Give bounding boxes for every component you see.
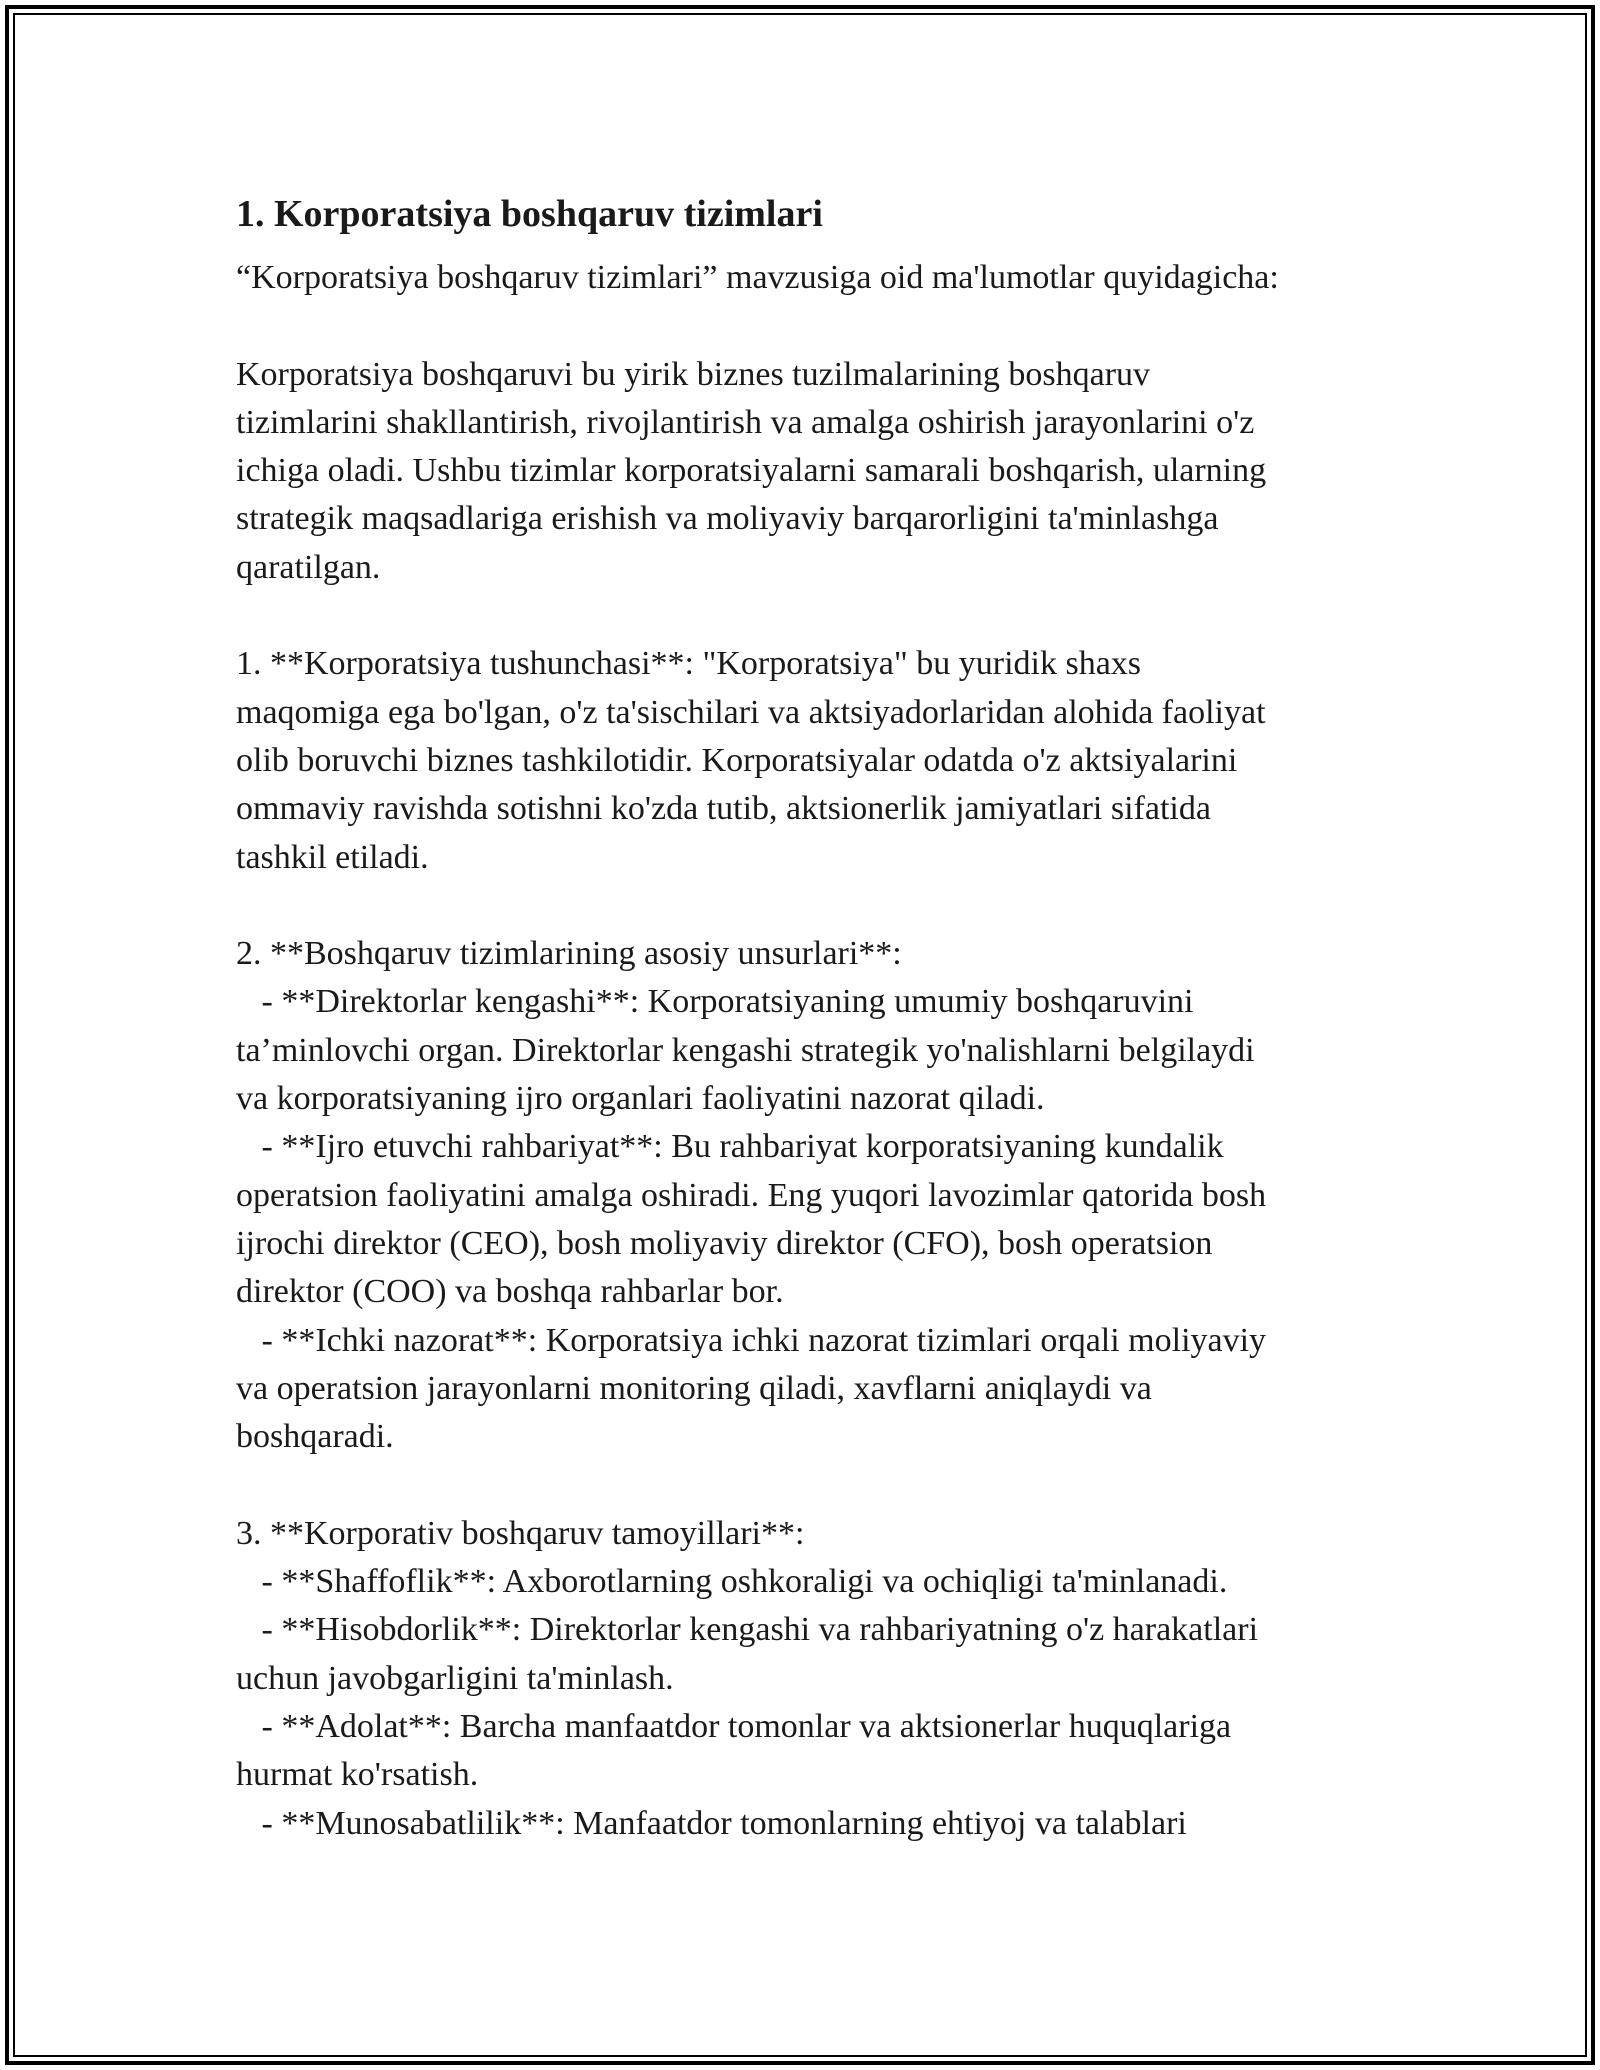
- section-1-line: 1. **Korporatsiya tushunchasi**: "Korporatsiya" bu yuridik shaxs: [236, 645, 1142, 683]
- document-body: [236, 186, 1376, 1848]
- section-2-line: ta’minlovchi organ. Direktorlar kengashi strategik yo'nalishlarni belgilaydi: [236, 1031, 1255, 1069]
- section-3-line: 3. **Korporativ boshqaruv tamoyillari**:: [236, 1514, 805, 1552]
- section-2-line: - **Ijro etuvchi rahbariyat**: Bu rahbariyat korporatsiyaning kundalik: [236, 1128, 1224, 1166]
- paragraph-line: strategik maqsadlariga erishish va moliyaviy barqarorligini ta'minlashga: [236, 500, 1219, 538]
- section-2-line: - **Ichki nazorat**: Korporatsiya ichki nazorat tizimlari orqali moliyaviy: [236, 1321, 1267, 1359]
- section-2-line: va operatsion jarayonlarni monitoring qiladi, xavflarni aniqlaydi va: [236, 1369, 1152, 1407]
- section-1-line: ommaviy ravishda sotishni ko'zda tutib, aktsionerlik jamiyatlari sifatida: [236, 790, 1211, 828]
- section-2-line: operatsion faoliyatini amalga oshiradi. Eng yuqori lavozimlar qatorida bosh: [236, 1176, 1267, 1214]
- paragraph-line: Korporatsiya boshqaruvi bu yirik biznes tuzilmalarining boshqaruv: [236, 355, 1151, 393]
- section-2-line: 2. **Boshqaruv tizimlarining asosiy unsurlari**:: [236, 935, 902, 973]
- section-2-line: direktor (COO) va boshqa rahbarlar bor.: [236, 1273, 784, 1311]
- blank-line: [236, 592, 1376, 640]
- section-3-line: - **Shaffoflik**: Axborotlarning oshkoraligi va ochiqligi ta'minlanadi.: [236, 1563, 1228, 1601]
- section-3-line: - **Munosabatlilik**: Manfaatdor tomonlarning ehtiyoj va talablari: [236, 1804, 1187, 1842]
- section-3-line: uchun javobgarligini ta'minlash.: [236, 1659, 674, 1697]
- paragraph-line: ichiga oladi. Ushbu tizimlar korporatsiyalarni samarali boshqarish, ularning: [236, 452, 1267, 490]
- blank-line: [236, 1461, 1376, 1509]
- paragraph-line: qaratilgan.: [236, 548, 381, 586]
- intro-line: “Korporatsiya boshqaruv tizimlari” mavzusiga oid ma'lumotlar quyidagicha:: [236, 259, 1279, 296]
- blank-line: [236, 882, 1376, 930]
- section-3-line: hurmat ko'rsatish.: [236, 1756, 479, 1794]
- section-1-line: maqomiga ega bo'lgan, o'z ta'sischilari va aktsiyadorlaridan alohida faoliyat: [236, 693, 1266, 731]
- document-title: 1. Korporatsiya boshqaruv tizimlari: [236, 193, 823, 235]
- section-2-line: ijrochi direktor (CEO), bosh moliyaviy direktor (CFO), bosh operatsion: [236, 1224, 1213, 1262]
- section-2-line: - **Direktorlar kengashi**: Korporatsiyaning umumiy boshqaruvini: [236, 983, 1194, 1021]
- section-2-line: va korporatsiyaning ijro organlari faoliyatini nazorat qiladi.: [236, 1080, 1045, 1118]
- blank-line: [236, 302, 1376, 350]
- section-3-line: - **Adolat**: Barcha manfaatdor tomonlar va aktsionerlar huquqlariga: [236, 1707, 1232, 1745]
- section-2-line: boshqaradi.: [236, 1418, 394, 1456]
- section-3-line: - **Hisobdorlik**: Direktorlar kengashi va rahbariyatning o'z harakatlari: [236, 1611, 1259, 1649]
- paragraph-line: tizimlarini shakllantirish, rivojlantirish va amalga oshirish jarayonlarini o'z: [236, 403, 1255, 441]
- section-1-line: tashkil etiladi.: [236, 838, 429, 876]
- section-1-line: olib boruvchi biznes tashkilotidir. Korporatsiyalar odatda o'z aktsiyalarini: [236, 741, 1238, 779]
